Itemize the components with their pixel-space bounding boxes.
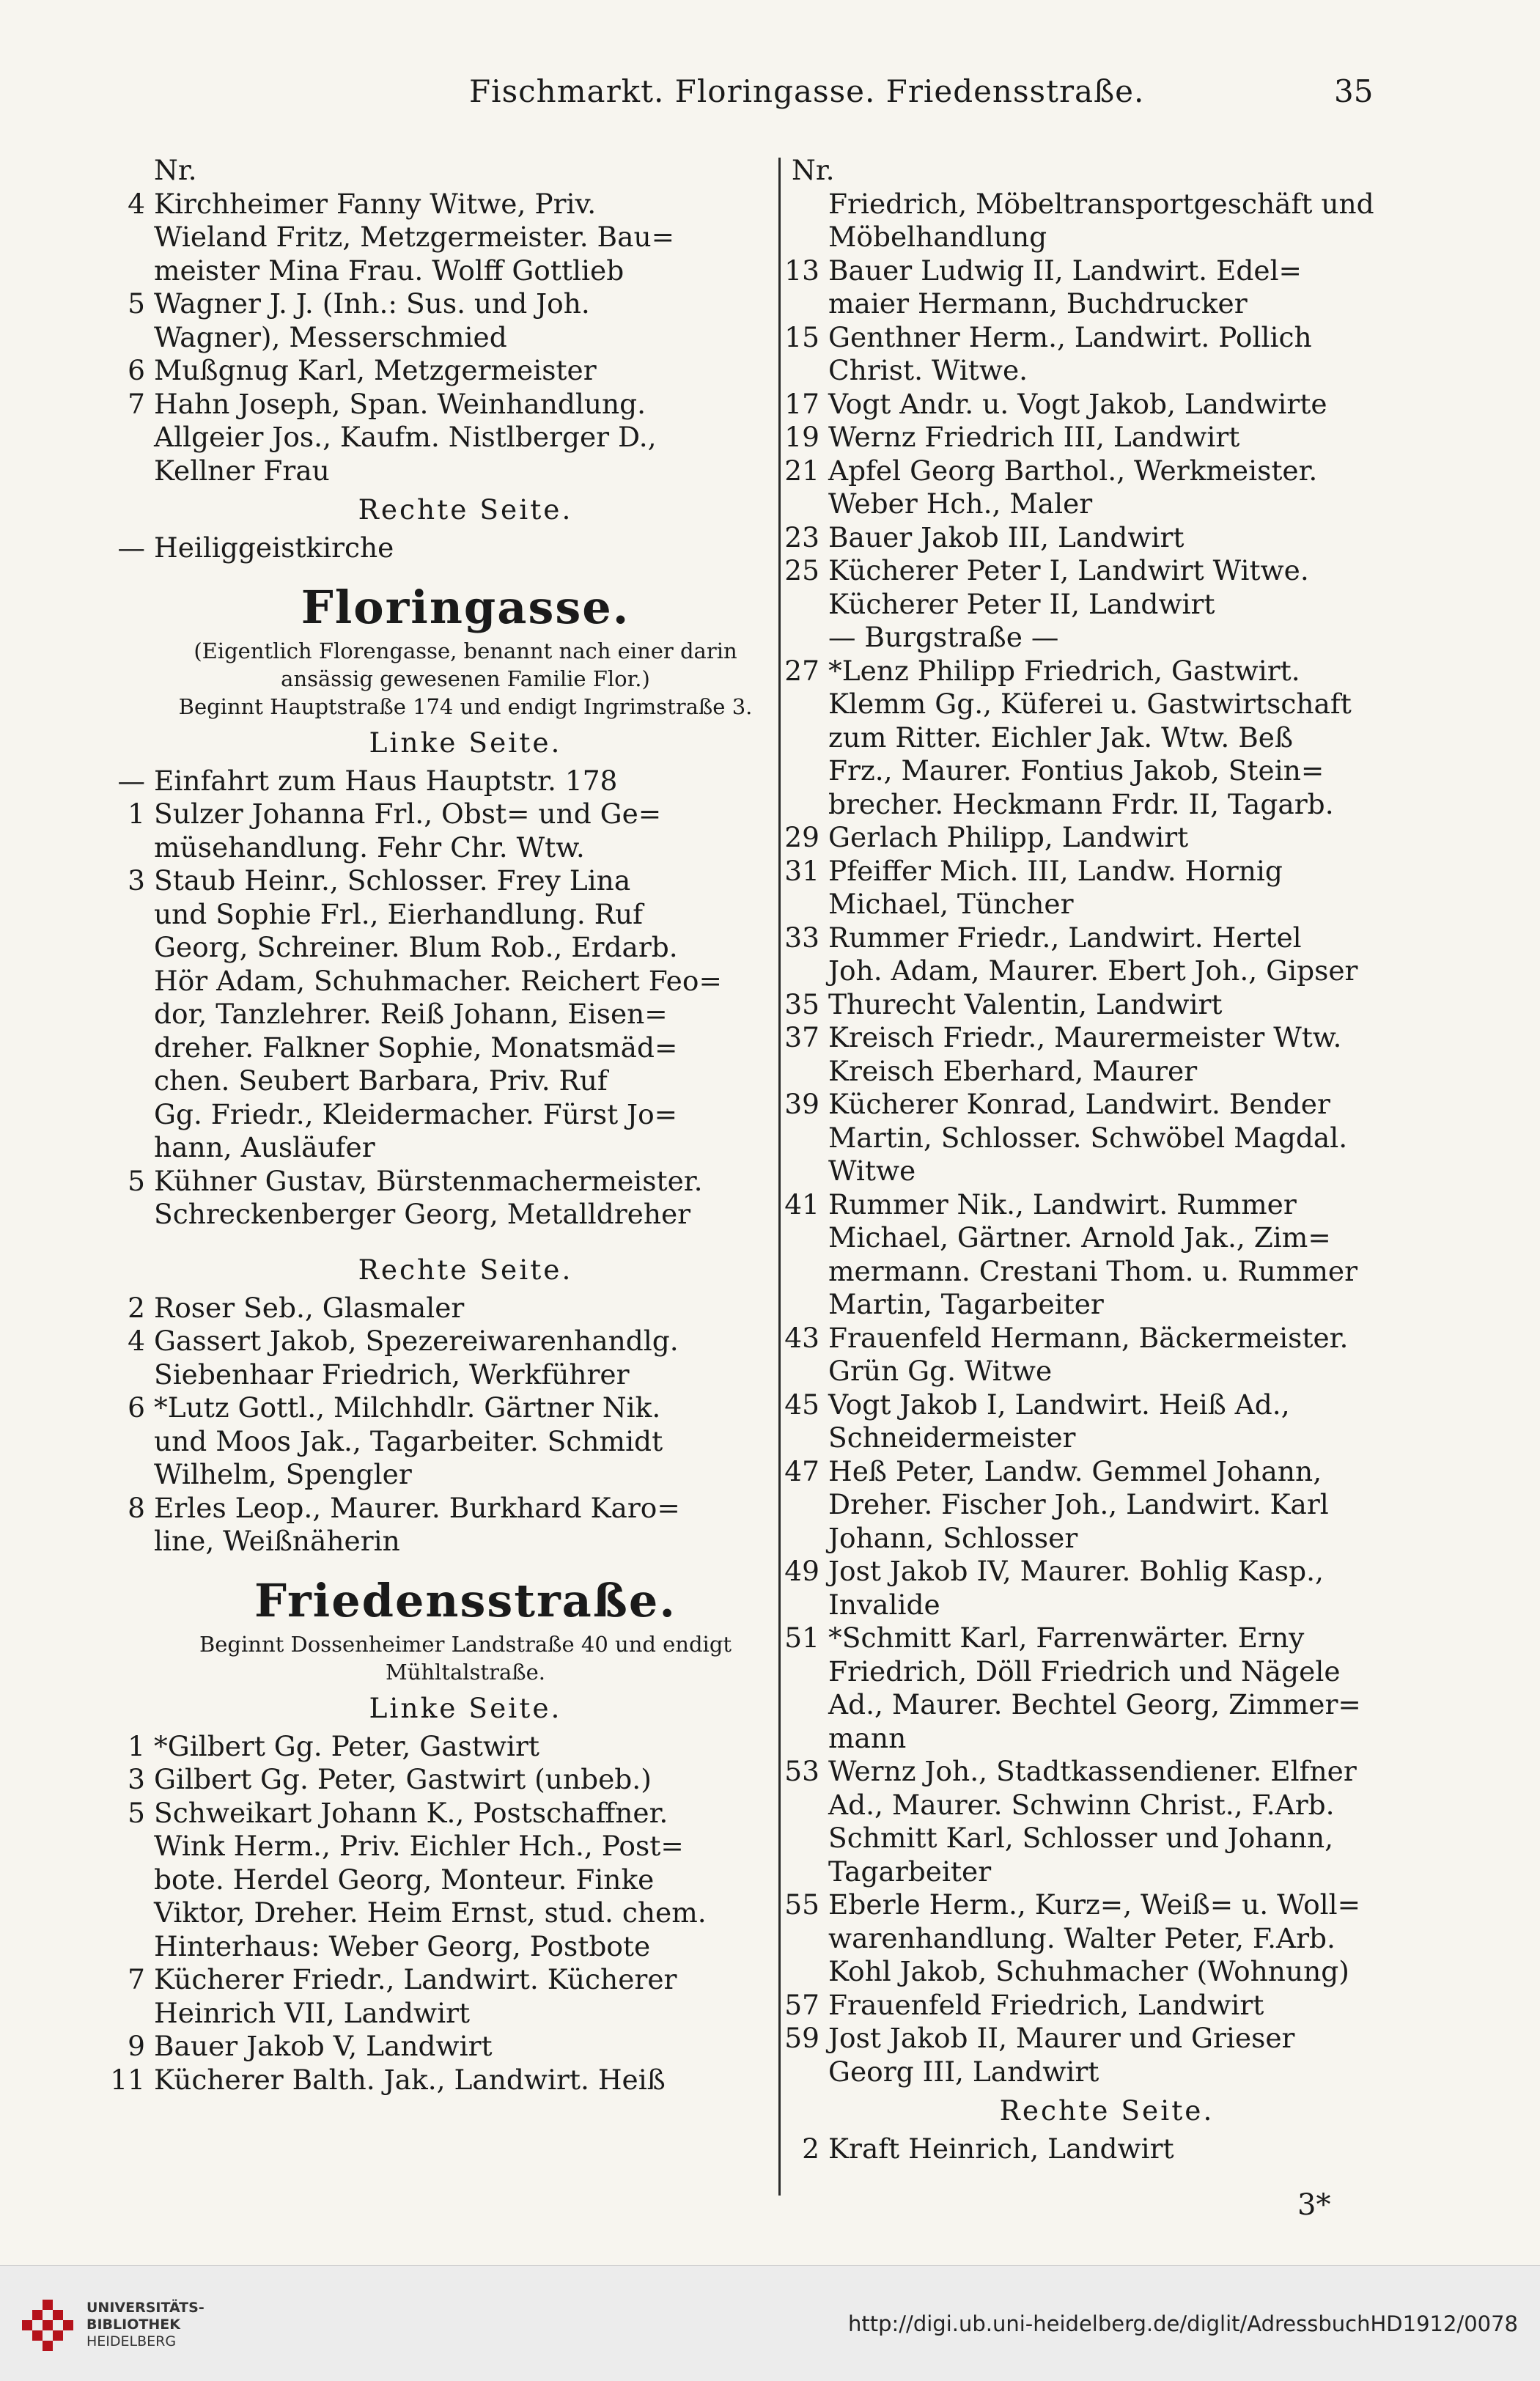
entry-text: Rummer Friedr., Landwirt. Hertel (828, 921, 1302, 954)
list-item (128, 1763, 777, 1797)
entry-text: Frauenfeld Hermann, Bäckermeister. (828, 1321, 1349, 1354)
entry-text: warenhandlung. Walter Peter, F.Arb. (828, 1921, 1335, 1954)
entry-text: Wink Herm., Priv. Eichler Hch., Post= (154, 1830, 684, 1862)
entry-text: Eberle Herm., Kurz=, Weiß= u. Woll= (828, 1888, 1361, 1921)
entry-text: Kreisch Eberhard, Maurer (828, 1054, 1198, 1087)
list-item (784, 421, 1422, 455)
entry-text: Heß Peter, Landw. Gemmel Johann, (828, 1454, 1322, 1487)
list-item (784, 1555, 1422, 1589)
list-item (784, 1755, 1422, 1789)
list-item (792, 621, 1422, 655)
footer-bar (0, 2265, 1540, 2381)
list-item (792, 1221, 1422, 1255)
entry-text: Grün Gg. Witwe (828, 1355, 1053, 1387)
house-number: 1 (128, 1729, 145, 1762)
house-number: 15 (784, 320, 819, 353)
list-item (792, 1789, 1422, 1822)
entry-text: Hör Adam, Schuhmacher. Reichert Feo= (154, 964, 722, 997)
list-item (792, 287, 1422, 321)
entry-text: Wernz Friedrich III, Landwirt (828, 421, 1240, 453)
entry-text: Schneidermeister (828, 1421, 1076, 1454)
entry-text: Mußgnug Karl, Metzgermeister (154, 354, 597, 386)
list-item (792, 221, 1422, 254)
column-divider (778, 158, 781, 2196)
list-item (792, 1155, 1422, 1188)
entry-text: Kraft Heinrich, Landwirt (828, 2132, 1174, 2165)
friedensstrasse-right-side-heading: Rechte Seite. (999, 2094, 1215, 2127)
house-number: 55 (784, 1888, 819, 1921)
entry-text: Schweikart Johann K., Postschaffner. (154, 1796, 668, 1829)
list-item (154, 1131, 777, 1165)
list-item (784, 854, 1422, 888)
list-item (792, 788, 1422, 822)
house-number: 4 (128, 187, 145, 220)
house-number: 41 (784, 1188, 819, 1221)
institution-line2: BIBLIOTHEK (86, 2316, 180, 2333)
entry-text: Wagner J. J. (Inh.: Sus. und Joh. (154, 287, 590, 320)
entry-text: dreher. Falkner Sophie, Monatsmäd= (154, 1031, 678, 1064)
entry-text: und Sophie Frl., Eierhandlung. Ruf (154, 897, 644, 930)
entry-text: Viktor, Dreher. Heim Ernst, stud. chem. (154, 1896, 707, 1929)
list-item (792, 1288, 1422, 1322)
entry-text: Jost Jakob IV, Maurer. Bohlig Kasp., (828, 1555, 1324, 1587)
entry-text: Ad., Maurer. Bechtel Georg, Zimmer= (828, 1688, 1361, 1721)
list-item (128, 354, 777, 388)
house-number: 31 (784, 854, 819, 887)
house-number: 6 (128, 354, 145, 386)
entry-text: Hinterhaus: Weber Georg, Postbote (154, 1929, 651, 1962)
list-item (792, 1822, 1422, 1855)
list-item (792, 888, 1422, 921)
entry-text: Kirchheimer Fanny Witwe, Priv. (154, 187, 597, 220)
list-item (128, 2030, 777, 2064)
list-item (784, 1454, 1422, 1489)
list-item (154, 931, 777, 965)
entry-text: Kücherer Balth. Jak., Landwirt. Heiß (154, 2063, 666, 2096)
entry-text: Ad., Maurer. Schwinn Christ., F.Arb. (828, 1788, 1335, 1821)
entry-text: Kreisch Friedr., Maurermeister Wtw. (828, 1021, 1342, 1053)
floringasse-right-entries (128, 1291, 777, 1558)
entry-text: Wagner), Messerschmied (154, 320, 507, 353)
entry-text: Tagarbeiter (828, 1855, 992, 1888)
list-item (128, 1164, 777, 1199)
list-item (154, 1997, 777, 2031)
entry-text: Georg, Schreiner. Blum Rob., Erdarb. (154, 931, 678, 963)
list-item (128, 1729, 777, 1764)
house-number: 11 (110, 2063, 145, 2096)
entry-text: Allgeier Jos., Kaufm. Nistlberger D., (154, 421, 657, 453)
house-number: 5 (128, 287, 145, 320)
nr-label: Nr. (154, 154, 197, 186)
entry-text: Thurecht Valentin, Landwirt (828, 987, 1223, 1020)
entry-text: Sulzer Johanna Frl., Obst= und Ge= (154, 798, 662, 830)
house-number: 2 (128, 1291, 145, 1324)
entry-text: Heinrich VII, Landwirt (154, 1996, 471, 2029)
list-item (154, 1458, 777, 1492)
list-item (154, 1930, 777, 1964)
list-item (154, 1863, 777, 1897)
list-item (128, 287, 777, 321)
house-number: 35 (784, 987, 819, 1020)
list-item (784, 2022, 1422, 2056)
list-item (154, 1358, 777, 1392)
list-item (784, 254, 1422, 288)
list-item (792, 1589, 1422, 1622)
list-item (792, 721, 1422, 755)
house-number: 4 (128, 1325, 145, 1357)
entry-text: Michael, Tüncher (828, 888, 1074, 920)
house-number: 29 (784, 821, 819, 853)
entry-text: Vogt Andr. u. Vogt Jakob, Landwirte (828, 387, 1327, 420)
entry-text: bote. Herdel Georg, Monteur. Finke (154, 1863, 655, 1896)
institution-line1: UNIVERSITÄTS- (86, 2300, 205, 2316)
list-item (128, 1796, 777, 1830)
list-item (792, 1055, 1422, 1089)
university-logo-icon (21, 2297, 79, 2355)
entry-text: dor, Tanzlehrer. Reiß Johann, Eisen= (154, 998, 668, 1030)
list-item (792, 1255, 1422, 1289)
house-number: 6 (128, 1391, 145, 1424)
entry-text: meister Mina Frau. Wolff Gottlieb (154, 254, 625, 287)
entry-text: Wernz Joh., Stadtkassendiener. Elfner (828, 1755, 1357, 1787)
floringasse-note-line1: (Eigentlich Florengasse, benannt nach einer darin (194, 638, 737, 663)
friedensstrasse-begins-line1: Beginnt Dossenheimer Landstraße 40 und endigt (199, 1631, 732, 1657)
fischmarkt-right-side-heading: Rechte Seite. (358, 493, 573, 526)
entry-text: Bauer Ludwig II, Landwirt. Edel= (828, 254, 1302, 287)
fischmarkt-right-side-entries (117, 531, 777, 565)
entry-text: *Lutz Gottl., Milchhdlr. Gärtner Nik. (154, 1391, 661, 1424)
list-item (128, 1291, 777, 1325)
house-number: 47 (784, 1454, 819, 1487)
entry-text: *Gilbert Gg. Peter, Gastwirt (154, 1729, 539, 1762)
floringasse-left-entries (117, 764, 777, 1232)
list-item (784, 1388, 1422, 1422)
list-item (784, 1088, 1422, 1122)
list-item (154, 998, 777, 1031)
entry-text: Frz., Maurer. Fontius Jakob, Stein= (828, 754, 1325, 787)
list-item (792, 188, 1422, 221)
list-item (154, 254, 777, 288)
list-item (792, 1522, 1422, 1556)
entry-text: Möbelhandlung (828, 221, 1047, 253)
house-number: 5 (128, 1164, 145, 1197)
list-item (792, 1922, 1422, 1956)
house-number: 51 (784, 1622, 819, 1654)
house-number: 53 (784, 1755, 819, 1787)
house-number: 17 (784, 387, 819, 420)
entry-text: Invalide (828, 1588, 940, 1621)
house-number: — (117, 531, 145, 564)
entry-text: Gerlach Philipp, Landwirt (828, 821, 1189, 853)
entry-text: Vogt Jakob I, Landwirt. Heiß Ad., (828, 1388, 1290, 1421)
list-item (792, 1355, 1422, 1388)
list-item (792, 688, 1422, 721)
entry-text: mann (828, 1721, 907, 1754)
entry-text: Rummer Nik., Landwirt. Rummer (828, 1188, 1297, 1221)
entry-text: Schreckenberger Georg, Metalldreher (154, 1198, 691, 1230)
entry-text: Roser Seb., Glasmaler (154, 1291, 465, 1324)
list-item (784, 1321, 1422, 1355)
entry-text: Martin, Schlosser. Schwöbel Magdal. (828, 1121, 1348, 1154)
institution-name (86, 2300, 205, 2350)
house-number: 37 (784, 1021, 819, 1053)
list-item (792, 588, 1422, 622)
entry-text: *Schmitt Karl, Farrenwärter. Erny (828, 1622, 1305, 1654)
entry-text: Friedrich, Möbeltransportgeschäft und (828, 187, 1374, 220)
entry-text: Bauer Jakob III, Landwirt (828, 520, 1185, 553)
list-item (154, 455, 777, 488)
running-head (0, 73, 1540, 117)
page-title: Fischmarkt. Floringasse. Friedensstraße. (469, 73, 1145, 109)
list-item (154, 1425, 777, 1459)
house-number: 7 (128, 1963, 145, 1995)
entry-text: Kohl Jakob, Schuhmacher (Wohnung) (828, 1955, 1349, 1987)
list-item (154, 1525, 777, 1558)
list-item (784, 454, 1422, 488)
entry-text: Gilbert Gg. Peter, Gastwirt (unbeb.) (154, 1763, 652, 1795)
list-item (784, 554, 1422, 588)
friedensstrasse-continued-entries (784, 187, 1422, 2089)
list-item (784, 1988, 1422, 2023)
house-number: 57 (784, 1988, 819, 2021)
house-number: 49 (784, 1555, 819, 1587)
entry-text: Klemm Gg., Küferei u. Gastwirtschaft (828, 688, 1352, 720)
list-item (792, 1955, 1422, 1989)
list-item (128, 387, 777, 422)
list-item (792, 487, 1422, 521)
entry-text: zum Ritter. Eichler Jak. Wtw. Beß (828, 721, 1294, 754)
list-item (128, 798, 777, 831)
entry-text: Genthner Herm., Landwirt. Pollich (828, 320, 1312, 353)
list-item (128, 1325, 777, 1358)
list-item (154, 831, 777, 865)
entry-text: Johann, Schlosser (828, 1521, 1078, 1554)
entry-text: Weber Hch., Maler (828, 487, 1093, 520)
list-item (154, 321, 777, 355)
entry-text: Michael, Gärtner. Arnold Jak., Zim= (828, 1221, 1331, 1254)
list-item (128, 1491, 777, 1526)
entry-text: chen. Seubert Barbara, Priv. Ruf (154, 1064, 608, 1097)
list-item (154, 1198, 777, 1232)
list-item (792, 754, 1422, 788)
list-item (792, 1488, 1422, 1522)
nr-label: Nr. (792, 154, 835, 186)
entry-text: *Lenz Philipp Friedrich, Gastwirt. (828, 654, 1300, 687)
house-number: 45 (784, 1388, 819, 1421)
list-item (792, 2056, 1422, 2089)
list-item (117, 531, 777, 565)
entry-text: Kücherer Peter II, Landwirt (828, 587, 1215, 620)
entry-text: Erles Leop., Maurer. Burkhard Karo= (154, 1491, 680, 1524)
floringasse-title: Floringasse. (301, 580, 630, 634)
list-item (784, 821, 1422, 855)
list-item (154, 898, 777, 932)
entry-text: Hahn Joseph, Span. Weinhandlung. (154, 387, 646, 420)
entry-text: Christ. Witwe. (828, 354, 1028, 386)
list-item (792, 954, 1422, 988)
entry-text: Pfeiffer Mich. III, Landw. Hornig (828, 854, 1283, 887)
list-item (128, 1963, 777, 1997)
entry-text: Witwe (828, 1155, 916, 1187)
floringasse-begins: Beginnt Hauptstraße 174 und endigt Ingrimstraße 3. (178, 693, 753, 719)
entry-text: Kühner Gustav, Bürstenmachermeister. (154, 1164, 703, 1197)
floringasse-note-line2: ansässig gewesenen Familie Flor.) (281, 666, 650, 691)
entry-text: Georg III, Landwirt (828, 2055, 1099, 2088)
floringasse-right-side-heading: Rechte Seite. (358, 1253, 573, 1286)
entry-text: Dreher. Fischer Joh., Landwirt. Karl (828, 1488, 1329, 1520)
list-item (784, 1188, 1422, 1222)
list-item (154, 1830, 777, 1863)
entry-text: hann, Ausläufer (154, 1131, 375, 1163)
list-item (117, 764, 777, 798)
house-number: 13 (784, 254, 819, 287)
house-number: 8 (128, 1491, 145, 1524)
entry-text: maier Hermann, Buchdrucker (828, 287, 1248, 320)
entry-text: mermann. Crestani Thom. u. Rummer (828, 1254, 1358, 1287)
entry-text: Jost Jakob II, Maurer und Grieser (828, 2022, 1295, 2054)
friedensstrasse-title: Friedensstraße. (254, 1573, 677, 1627)
house-number: — (117, 764, 145, 797)
list-item (792, 1421, 1422, 1455)
entry-text: Einfahrt zum Haus Hauptstr. 178 (154, 764, 618, 797)
list-item (792, 354, 1422, 388)
house-number: 39 (784, 1088, 819, 1120)
list-item (784, 520, 1422, 555)
source-url-link[interactable]: http://digi.ub.uni-heidelberg.de/diglit/AdressbuchHD1912/0078 (847, 2311, 1518, 2336)
entry-text: und Moos Jak., Tagarbeiter. Schmidt (154, 1424, 663, 1457)
list-item (128, 1391, 777, 1425)
entry-text: Gg. Friedr., Kleidermacher. Fürst Jo= (154, 1097, 678, 1130)
right-column (784, 154, 1422, 2166)
entry-text: Joh. Adam, Maurer. Ebert Joh., Gipser (828, 954, 1358, 987)
house-number: 25 (784, 554, 819, 586)
entry-text: Wilhelm, Spengler (154, 1458, 412, 1490)
list-item (784, 1021, 1422, 1055)
house-number: 5 (128, 1796, 145, 1829)
entry-text: Kellner Frau (154, 454, 330, 487)
list-item (154, 221, 777, 254)
list-item (784, 654, 1422, 688)
entry-text: Heiliggeistkirche (154, 531, 394, 564)
friedensstrasse-right-entries (792, 2132, 1422, 2166)
house-number: 1 (128, 798, 145, 830)
list-item (784, 387, 1422, 422)
house-number: 19 (784, 421, 819, 453)
house-number: 23 (784, 520, 819, 553)
signature-mark: 3* (1297, 2188, 1331, 2222)
list-item (154, 1031, 777, 1065)
list-item (154, 1896, 777, 1930)
institution-line3: HEIDELBERG (86, 2333, 177, 2349)
floringasse-left-side-heading: Linke Seite. (369, 726, 562, 759)
list-item (154, 1098, 777, 1132)
list-item (784, 320, 1422, 355)
entry-text: line, Weißnäherin (154, 1525, 400, 1557)
list-item (784, 987, 1422, 1022)
list-item (128, 864, 777, 898)
list-item (792, 1122, 1422, 1155)
entry-text: Martin, Tagarbeiter (828, 1288, 1104, 1320)
list-item (784, 1622, 1422, 1655)
list-item (784, 921, 1422, 955)
list-item (128, 187, 777, 221)
list-item (784, 1888, 1422, 1922)
entry-text: Schmitt Karl, Schlosser und Johann, (828, 1822, 1334, 1854)
house-number: 7 (128, 387, 145, 420)
list-item (154, 421, 777, 455)
entry-text: Staub Heinr., Schlosser. Frey Lina (154, 864, 631, 897)
house-number: 2 (802, 2132, 819, 2165)
entry-text: Friedrich, Döll Friedrich und Nägele (828, 1655, 1341, 1688)
entry-text: Gassert Jakob, Spezereiwarenhandlg. (154, 1325, 679, 1357)
list-item (792, 1688, 1422, 1722)
entry-text: Kücherer Konrad, Landwirt. Bender (828, 1088, 1330, 1120)
fischmarkt-entries (128, 187, 777, 488)
entry-text: Kücherer Friedr., Landwirt. Kücherer (154, 1963, 677, 1995)
house-number: 59 (784, 2022, 819, 2054)
entry-text: Wieland Fritz, Metzgermeister. Bau= (154, 221, 675, 253)
list-item (792, 1722, 1422, 1756)
friedensstrasse-begins-line2: Mühltalstraße. (386, 1659, 545, 1685)
house-number: 21 (784, 454, 819, 487)
list-item (154, 1064, 777, 1098)
left-column (110, 154, 777, 2097)
entry-text: — Burgstraße — (828, 621, 1059, 653)
entry-text: müsehandlung. Fehr Chr. Wtw. (154, 831, 585, 864)
entry-text: Apfel Georg Barthol., Werkmeister. (828, 454, 1318, 487)
house-number: 43 (784, 1321, 819, 1354)
entry-text: Bauer Jakob V, Landwirt (154, 2030, 493, 2062)
list-item (792, 1855, 1422, 1889)
list-item (154, 965, 777, 998)
house-number: 27 (784, 654, 819, 687)
friedensstrasse-left-side-heading: Linke Seite. (369, 1691, 562, 1724)
list-item (792, 1655, 1422, 1689)
house-number: 3 (128, 1763, 145, 1795)
friedensstrasse-left-entries (110, 1729, 777, 2097)
list-item (792, 2132, 1422, 2166)
house-number: 33 (784, 921, 819, 954)
list-item (110, 2063, 777, 2097)
house-number: 3 (128, 864, 145, 897)
entry-text: Kücherer Peter I, Landwirt Witwe. (828, 554, 1309, 586)
page-number: 35 (1334, 73, 1374, 109)
house-number: 9 (128, 2030, 145, 2062)
entry-text: brecher. Heckmann Frdr. II, Tagarb. (828, 787, 1334, 820)
entry-text: Siebenhaar Friedrich, Werkführer (154, 1358, 630, 1391)
entry-text: Frauenfeld Friedrich, Landwirt (828, 1988, 1264, 2021)
